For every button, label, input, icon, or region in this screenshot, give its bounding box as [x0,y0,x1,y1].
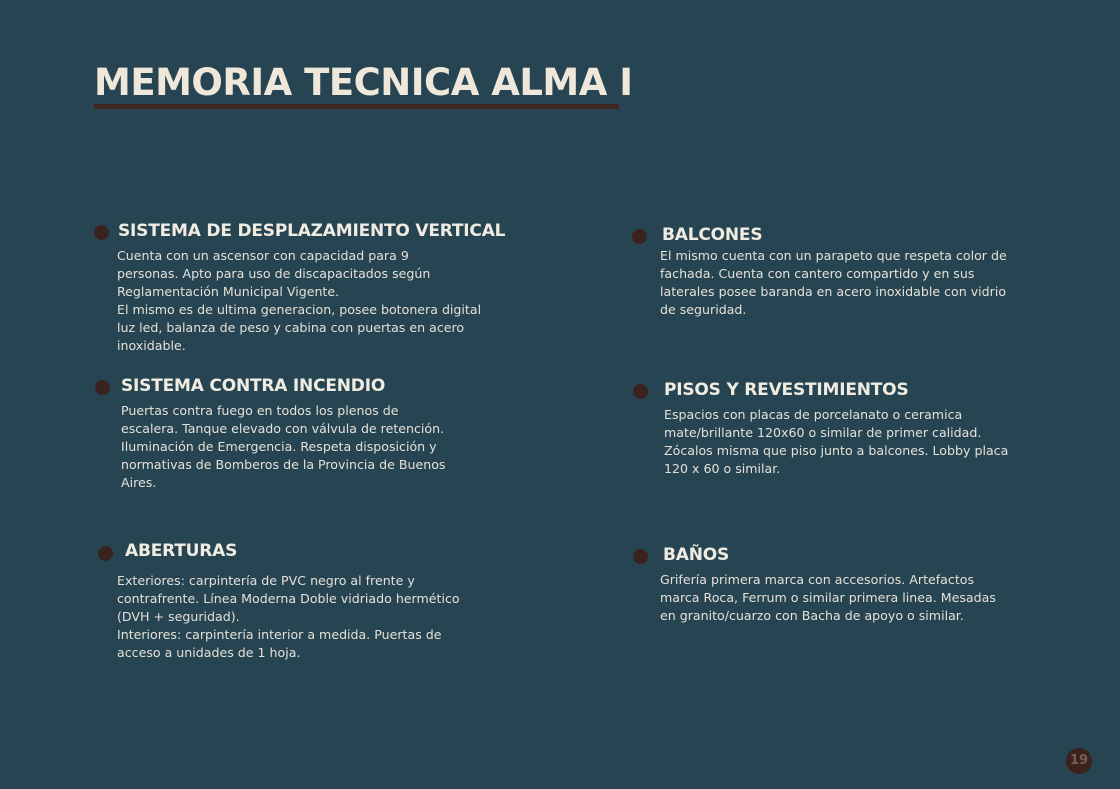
bullet-icon [633,549,648,564]
section-heading: PISOS Y REVESTIMIENTOS [664,380,909,400]
section-heading: SISTEMA DE DESPLAZAMIENTO VERTICAL [118,221,506,241]
bullet-icon [95,380,110,395]
section-body: Cuenta con un ascensor con capacidad para 9 personas. Apto para uso de discapacitados según Reglamentación Municipal Vigente. El mismo es de ultima generacion, posee botonera digital luz led, balanza de peso y cabina con puertas en acero inoxidable. [117,248,482,353]
section-heading: BAÑOS [663,545,730,565]
section-body: Grifería primera marca con accesorios. Artefactos marca Roca, Ferrum o similar primera linea. Mesadas en granito/cuarzo con Bacha de apoyo o similar. [660,572,996,623]
page-number: 19 [1066,748,1092,774]
section-body: El mismo cuenta con un parapeto que respeta color de fachada. Cuenta con cantero compartido y en sus laterales posee baranda en acero inoxidable con vidrio de seguridad. [660,248,1007,317]
bullet-icon [632,229,647,244]
title-underline [94,104,619,109]
section-heading: BALCONES [662,225,763,245]
section-heading: SISTEMA CONTRA INCENDIO [121,376,386,396]
section-body: Exteriores: carpintería de PVC negro al frente y contrafrente. Línea Moderna Doble vidriado hermético (DVH + seguridad). Interiores: carpintería interior a medida. Puertas de acceso a unidades de 1 hoja. [117,573,460,660]
bullet-icon [633,384,648,399]
bullet-icon [98,546,113,561]
section-body: Espacios con placas de porcelanato o ceramica mate/brillante 120x60 o similar de primer calidad. Zócalos misma que piso junto a balcones. Lobby placa 120 x 60 o similar. [664,407,1009,476]
section-body: Puertas contra fuego en todos los plenos de escalera. Tanque elevado con válvula de retención. Iluminación de Emergencia. Respeta disposición y normativas de Bomberos de la Provincia de Buenos Aires. [121,403,446,490]
section-heading: ABERTURAS [125,541,238,561]
page-title: MEMORIA TECNICA ALMA I [94,61,633,104]
bullet-icon [94,225,109,240]
